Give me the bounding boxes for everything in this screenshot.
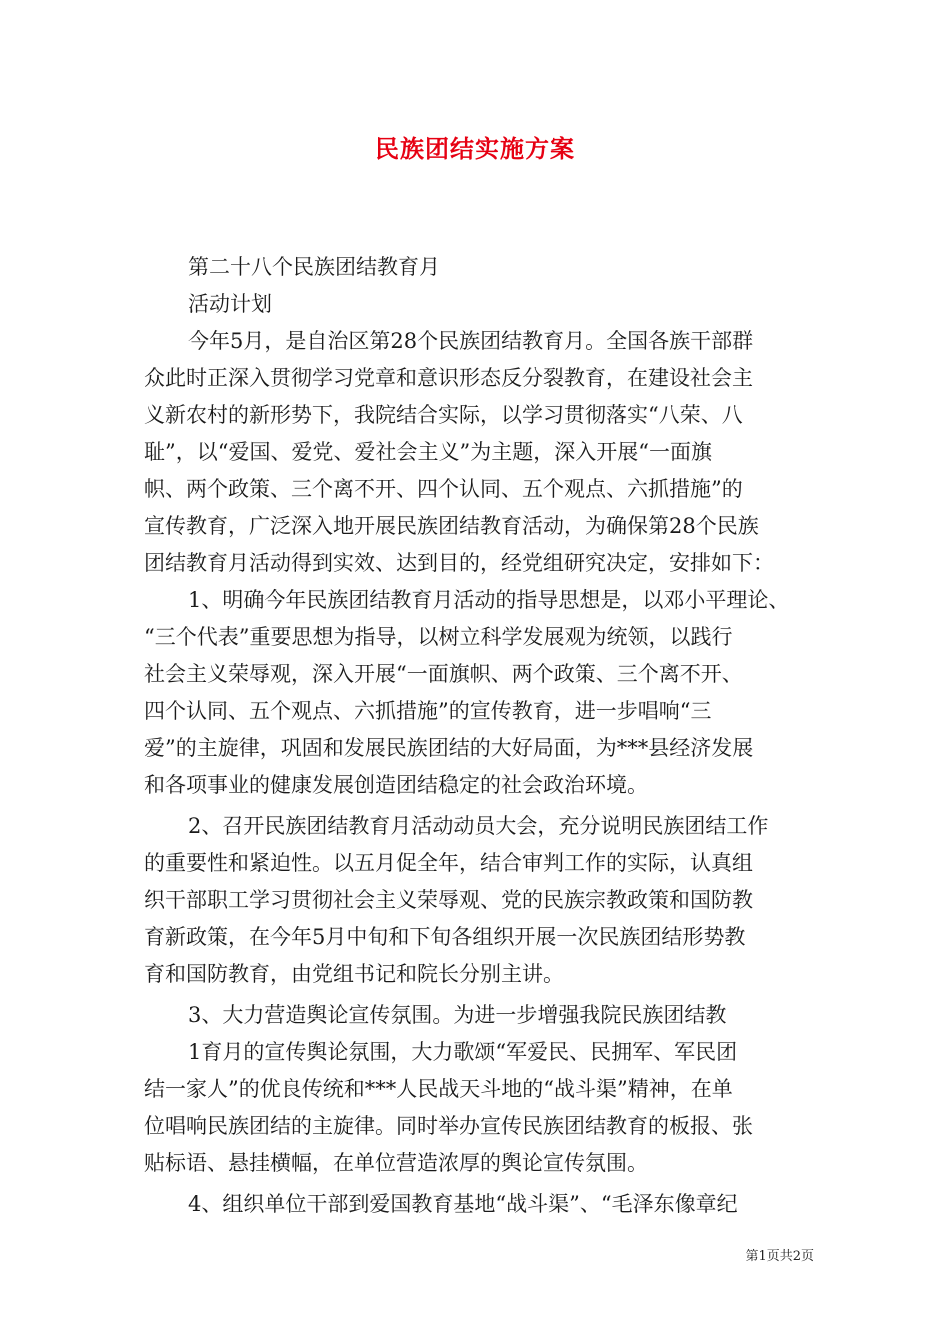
paragraph-line: 义新农村的新形势下，我院结合实际，以学习贯彻落实“八荣、八 bbox=[144, 403, 743, 427]
paragraph-line: 宣传教育，广泛深入地开展民族团结教育活动，为确保第28个民族 bbox=[144, 514, 759, 538]
paragraph-line: 3、大力营造舆论宣传氛围。为进一步增强我院民族团结教 bbox=[188, 1003, 727, 1027]
paragraph-line: 耻”，以“爱国、爱党、爱社会主义”为主题，深入开展“一面旗 bbox=[144, 440, 712, 464]
paragraph-line: 1、明确今年民族团结教育月活动的指导思想是，以邓小平理论、 bbox=[188, 588, 790, 612]
paragraph-line: 位唱响民族团结的主旋律。同时举办宣传民族团结教育的板报、张 bbox=[144, 1114, 753, 1138]
paragraph-line: 织干部职工学习贯彻社会主义荣辱观、党的民族宗教政策和国防教 bbox=[144, 888, 753, 912]
paragraph-line: 团结教育月活动得到实效、达到目的，经党组研究决定，安排如下： bbox=[144, 551, 774, 575]
paragraph-line: 育和国防教育，由党组书记和院长分别主讲。 bbox=[144, 962, 564, 986]
paragraph-line: 1育月的宣传舆论氛围，大力歌颂“军爱民、民拥军、军民团 bbox=[188, 1040, 738, 1064]
paragraph-line: 今年5月，是自治区第28个民族团结教育月。全国各族干部群 bbox=[188, 329, 754, 353]
paragraph-line: “三个代表”重要思想为指导，以树立科学发展观为统领，以践行 bbox=[144, 625, 733, 649]
paragraph-line: 和各项事业的健康发展创造团结稳定的社会政治环境。 bbox=[144, 773, 648, 797]
paragraph-line: 社会主义荣辱观，深入开展“一面旗帜、两个政策、三个离不开、 bbox=[144, 662, 743, 686]
paragraph-line: 育新政策，在今年5月中旬和下旬各组织开展一次民族团结形势教 bbox=[144, 925, 746, 949]
subtitle-line: 活动计划 bbox=[188, 292, 272, 316]
paragraph-line: 结一家人”的优良传统和***人民战天斗地的“战斗渠”精神，在单 bbox=[144, 1077, 733, 1101]
paragraph-line: 众此时正深入贯彻学习党章和意识形态反分裂教育，在建设社会主 bbox=[144, 366, 753, 390]
paragraph-line: 帜、两个政策、三个离不开、四个认同、五个观点、六抓措施”的 bbox=[144, 477, 743, 501]
paragraph-line: 2、召开民族团结教育月活动动员大会，充分说明民族团结工作 bbox=[188, 814, 769, 838]
paragraph-line: 4、组织单位干部到爱国教育基地“战斗渠”、“毛泽东像章纪 bbox=[188, 1192, 738, 1216]
paragraph-line: 四个认同、五个观点、六抓措施”的宣传教育，进一步唱响“三 bbox=[144, 699, 712, 723]
paragraph-line: 的重要性和紧迫性。以五月促全年，结合审判工作的实际，认真组 bbox=[144, 851, 753, 875]
subtitle-line: 第二十八个民族团结教育月 bbox=[188, 255, 440, 279]
page-number: 第1页共2页 bbox=[745, 1249, 814, 1264]
paragraph-line: 贴标语、悬挂横幅，在单位营造浓厚的舆论宣传氛围。 bbox=[144, 1151, 648, 1175]
paragraph-line: 爱”的主旋律，巩固和发展民族团结的大好局面，为***县经济发展 bbox=[144, 736, 754, 760]
document-body bbox=[144, 249, 810, 1223]
document-title: 民族团结实施方案 bbox=[375, 134, 575, 163]
